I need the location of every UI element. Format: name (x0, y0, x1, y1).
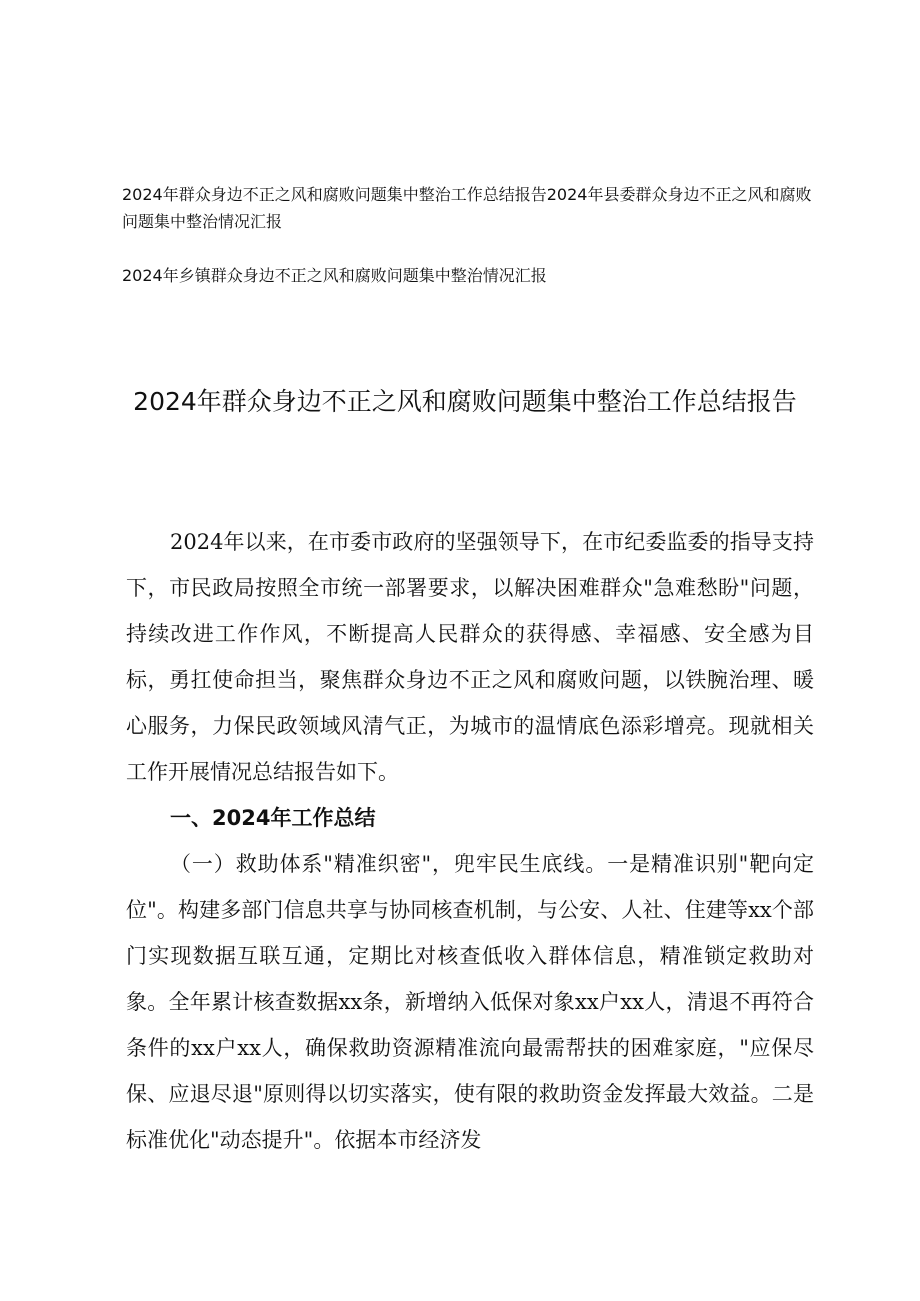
toc-item: 2024年群众身边不正之风和腐败问题集中整治工作总结报告2024年县委群众身边不正之风和腐败问题集中整治情况汇报 (122, 185, 812, 231)
body-paragraph: （一）救助体系"精准织密"，兜牢民生底线。一是精准识别"靶向定位"。构建多部门信息共享与协同核查机制，与公安、人社、住建等xx个部门实现数据互联互通，定期比对核查低收入群体信息，精准锁定救助对象。全年累计核查数据xx条，新增纳入低保对象xx户xx人，清退不再符合条件的xx户xx人，确保救助资源精准流向最需帮扶的困难家庭，"应保尽保、应退尽退"原则得以切实落实，使有限的救助资金发挥最大效益。二是标准优化"动态提升"。依据本市经济发 (126, 852, 814, 1152)
document-title: 2024年群众身边不正之风和腐败问题集中整治工作总结报告 (133, 387, 797, 416)
section-heading: 一、2024年工作总结 (170, 806, 376, 830)
table-of-contents (122, 181, 822, 289)
document-body (126, 519, 814, 1163)
toc-item: 2024年乡镇群众身边不正之风和腐败问题集中整治情况汇报 (122, 266, 547, 285)
intro-paragraph: 2024年以来，在市委市政府的坚强领导下，在市纪委监委的指导支持下，市民政局按照全市统一部署要求，以解决困难群众"急难愁盼"问题，持续改进工作作风，不断提高人民群众的获得感、幸福感、安全感为目标，勇扛使命担当，聚焦群众身边不正之风和腐败问题，以铁腕治理、暖心服务，力保民政领域风清气正，为城市的温情底色添彩增亮。现就相关工作开展情况总结报告如下。 (126, 530, 814, 784)
